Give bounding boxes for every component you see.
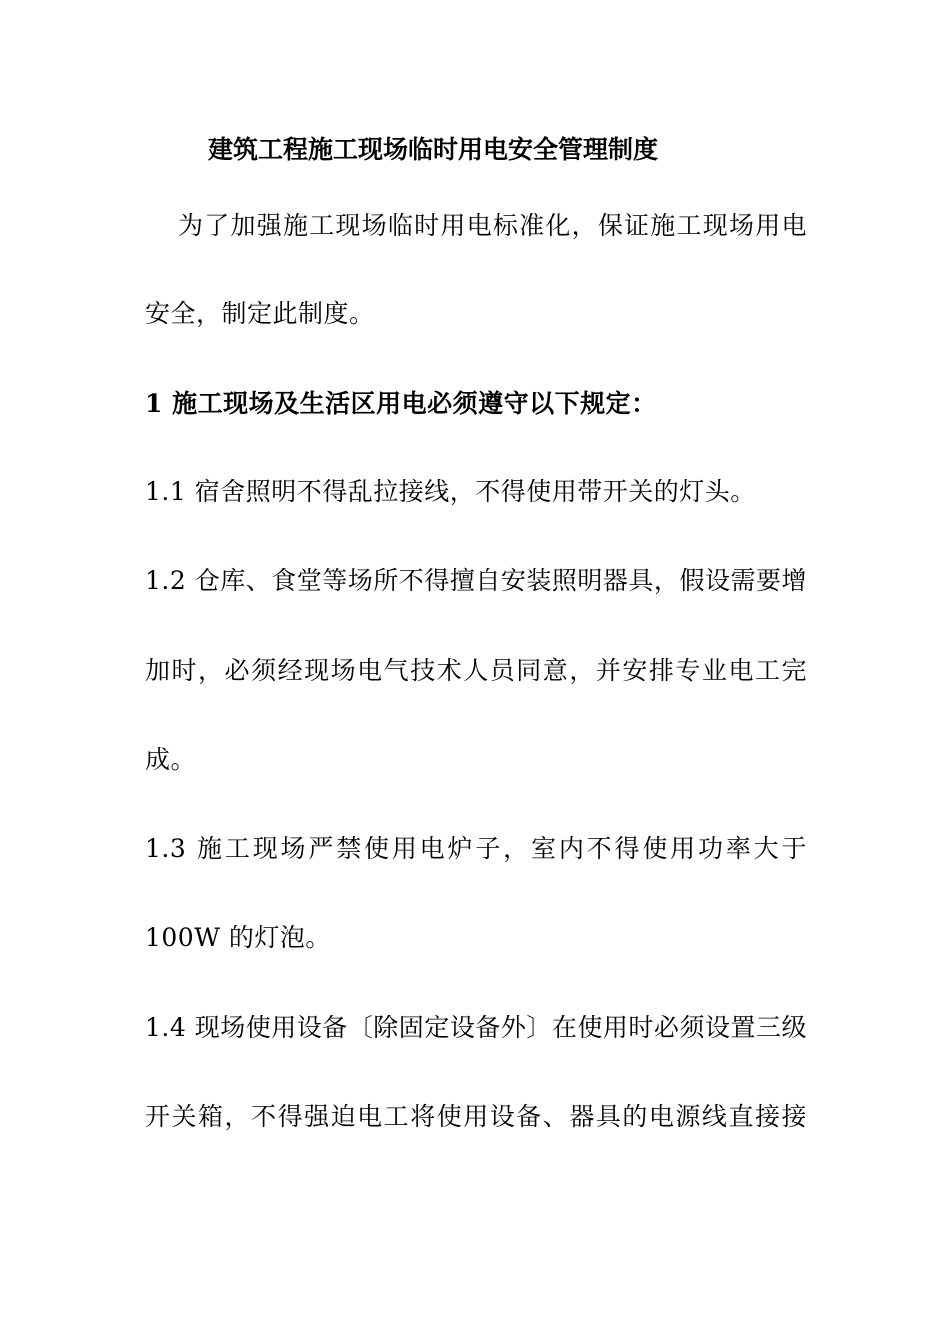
item-1-2-line-1: 1.2 仓库、食堂等场所不得擅自安装照明器具，假设需要增 xyxy=(145,566,807,595)
paragraph-intro-line-1: 为了加强施工现场临时用电标准化，保证施工现场用电 xyxy=(178,211,807,240)
item-1-1: 1.1 宿舍照明不得乱拉接线，不得使用带开关的灯头。 xyxy=(145,477,756,506)
item-1-4-line-2: 开关箱，不得强迫电工将使用设备、器具的电源线直接接 xyxy=(145,1102,807,1131)
item-1-2-line-3: 成。 xyxy=(145,745,197,774)
item-1-3-line-1: 1.3 施工现场严禁使用电炉子，室内不得使用功率大于 xyxy=(145,834,807,863)
item-1-4-line-1: 1.4 现场使用设备〔除固定设备外〕在使用时必须设置三级 xyxy=(145,1013,807,1042)
section-1-heading: 1 施工现场及生活区用电必须遵守以下规定： xyxy=(145,389,657,418)
document-title: 建筑工程施工现场临时用电安全管理制度 xyxy=(208,135,659,164)
item-1-2-line-2: 加时，必须经现场电气技术人员同意，并安排专业电工完 xyxy=(145,656,807,685)
item-1-3-line-2: 100W 的灯泡。 xyxy=(145,923,331,952)
paragraph-intro-line-2: 安全，制定此制度。 xyxy=(145,299,375,328)
